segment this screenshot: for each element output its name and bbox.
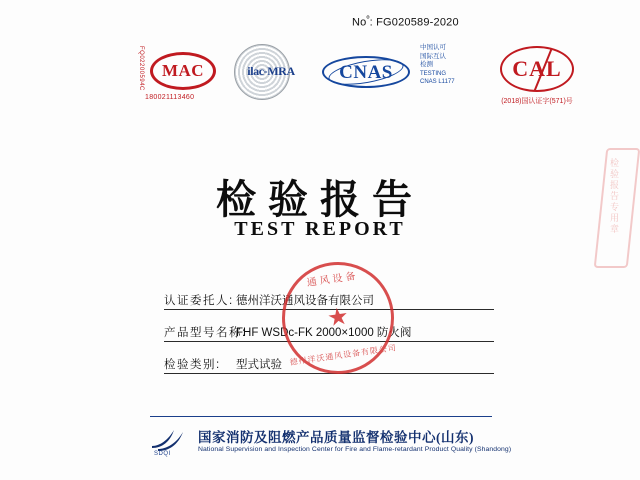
sdqi-swoosh-icon: [150, 426, 190, 452]
field-underline: [164, 373, 494, 374]
footer-block: [150, 424, 510, 472]
field-row: [164, 320, 494, 352]
side-seal-text: 检验报告专用章: [609, 158, 619, 235]
cnas-cn-line-3: 检测: [420, 61, 433, 68]
report-number-label: No: [352, 16, 367, 29]
cnas-en-line-1: TESTING: [420, 70, 447, 77]
seal-bottom-text: 德州洋沃通风设备有限公司: [289, 343, 398, 368]
seal-top-text: 通风设备: [306, 270, 360, 289]
cnas-cn-line-1: 中国认可: [420, 44, 446, 51]
cal-caption: (2018)国认证字(571)号: [501, 98, 573, 105]
accreditation-logo-row: [138, 44, 573, 114]
field-label-client: 认证委托人:: [164, 295, 234, 307]
footer-divider: [150, 416, 492, 417]
field-value-category: 型式试验: [236, 359, 282, 371]
imac-oval-icon: [150, 52, 216, 90]
field-row: [164, 288, 494, 320]
cnas-cn-line-2: 国际互认: [420, 52, 446, 60]
imac-number: 180021113460: [145, 94, 195, 101]
field-label-category: 检验类别:: [164, 359, 221, 371]
ilac-mra-logo: [234, 44, 306, 104]
issuer-name-en: National Supervision and Inspection Center for Fire and Flame-retardant Product Quality (Shandong): [198, 446, 512, 453]
imac-vertical-code: FQ02200594C: [138, 46, 144, 91]
page-subtitle: TEST REPORT: [234, 218, 406, 240]
cnas-chinese-text-block: [420, 44, 478, 106]
report-number-value: : FG020589-2020: [369, 16, 459, 29]
sdqi-wordmark: SDQI: [154, 451, 171, 457]
cnas-en-line-2: CNAS L1177: [420, 78, 455, 85]
field-underline: [164, 309, 494, 310]
seal-star-icon: ★: [325, 302, 351, 333]
fields-block: [164, 288, 494, 384]
page-title: 检验报告: [216, 177, 424, 222]
imac-logo: [138, 44, 224, 112]
ilac-mark-text: ilac-MRA: [247, 64, 295, 78]
cal-logo: [486, 44, 588, 114]
field-underline: [164, 341, 494, 342]
report-number-sup: º: [366, 14, 370, 23]
field-row: [164, 352, 494, 384]
report-number: [352, 14, 459, 29]
cal-mark-text: CAL: [512, 56, 562, 81]
field-value-client: 德州洋沃通风设备有限公司: [236, 295, 374, 307]
cnas-mark-text: CNAS: [339, 62, 393, 83]
field-label-model: 产品型号名称:: [164, 327, 247, 339]
imac-mark-text: MAC: [161, 61, 205, 80]
cnas-logo: [318, 44, 414, 104]
field-value-model: FHF WSDc-FK 2000×1000 防火阀: [236, 327, 412, 339]
issuer-name-cn: 国家消防及阻燃产品质量监督检验中心(山东): [198, 430, 474, 445]
